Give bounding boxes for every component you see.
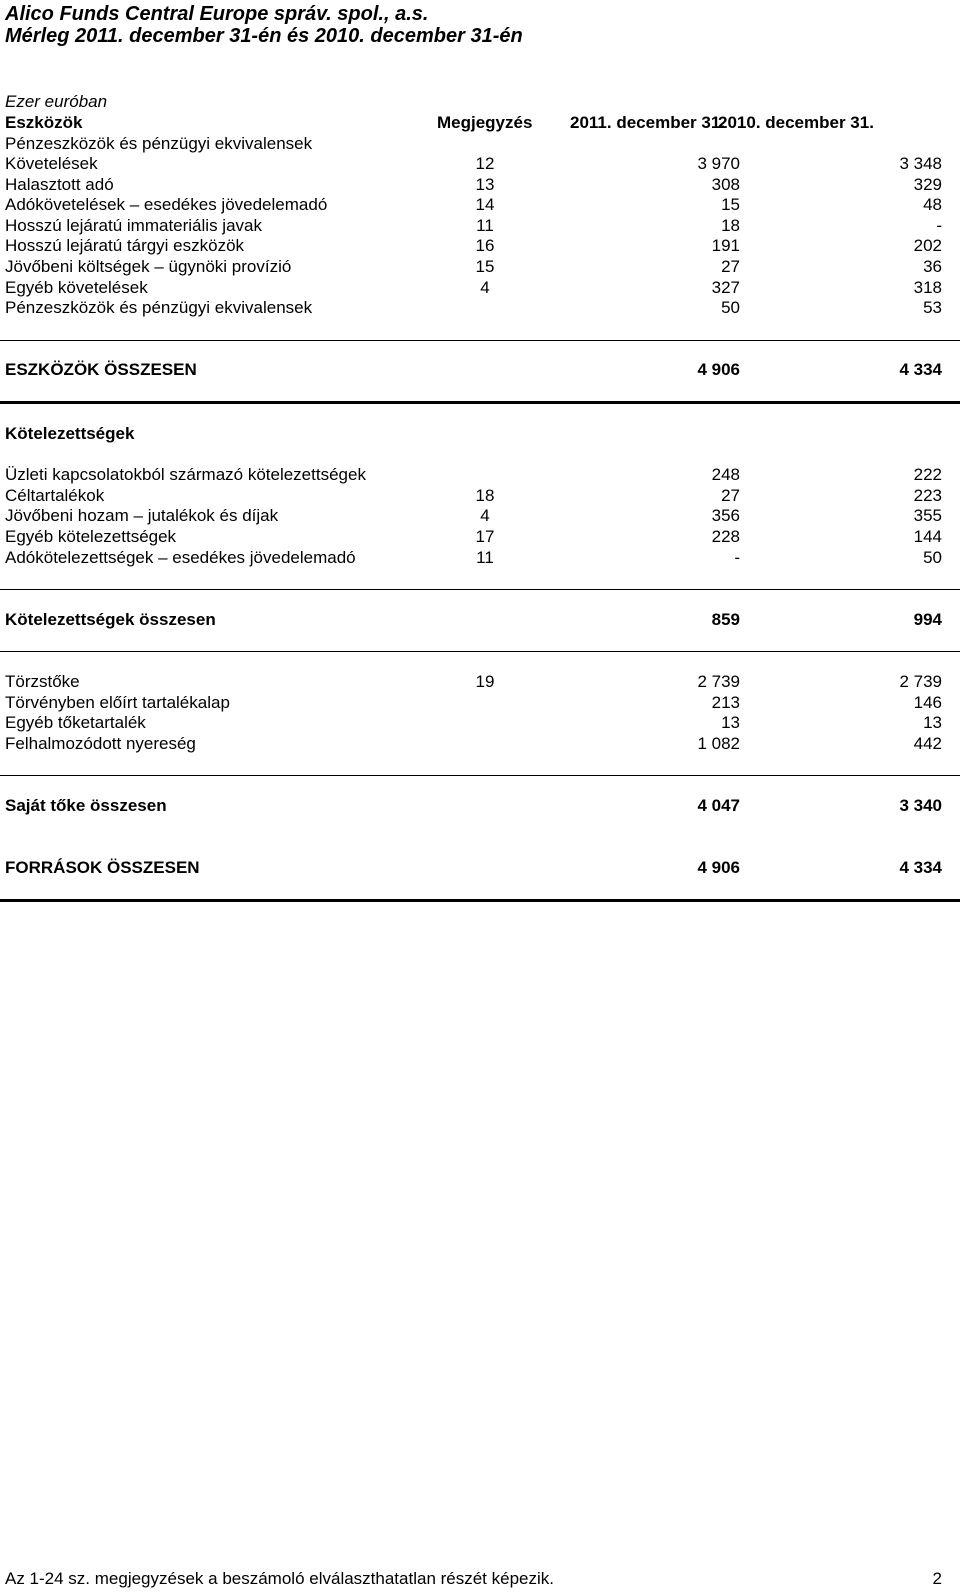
row-value-2011: 27 xyxy=(721,486,740,505)
row-label: Adókötelezettségek – esedékes jövedelemadó xyxy=(5,548,356,567)
row-value-2011: 213 xyxy=(711,693,740,712)
row-label: Felhalmozódott nyereség xyxy=(5,734,196,753)
row-value-2011: 191 xyxy=(711,236,740,255)
statement-title: Mérleg 2011. december 31-én és 2010. december 31-én xyxy=(5,25,523,47)
row-value-2011: 308 xyxy=(711,175,740,194)
row-value-2010: 146 xyxy=(913,693,942,712)
table-row xyxy=(0,278,960,298)
row-value-2011: 248 xyxy=(711,465,740,484)
row-value-2011: 3 970 xyxy=(697,154,740,173)
row-value-2011: 356 xyxy=(711,506,740,525)
row-label: Hosszú lejáratú tárgyi eszközök xyxy=(5,236,245,255)
row-value-2011: 50 xyxy=(721,298,740,317)
table-row xyxy=(0,693,960,713)
table-row xyxy=(0,195,960,215)
row-value-2010: 144 xyxy=(913,527,942,546)
liabilities-total-row xyxy=(0,610,960,630)
unit-label: Ezer euróban xyxy=(5,92,108,111)
row-label: Egyéb tőketartalék xyxy=(5,713,146,732)
page-number: 2 xyxy=(932,1569,942,1588)
row-value-2011: 27 xyxy=(721,257,740,276)
table-row xyxy=(0,216,960,236)
column-header-note: Megjegyzés xyxy=(437,113,533,132)
row-note: 15 xyxy=(475,257,495,276)
row-value-2010: 202 xyxy=(913,236,942,255)
row-value-2010: 4 334 xyxy=(899,858,942,877)
row-label: Törvényben előírt tartalékalap xyxy=(5,693,230,712)
table-row xyxy=(0,548,960,568)
table-row xyxy=(0,465,960,485)
table-row xyxy=(0,486,960,506)
row-value-2010: 442 xyxy=(913,734,942,753)
row-label: Egyéb kötelezettségek xyxy=(5,527,177,546)
row-label: Jövőbeni költségek – ügynöki provízió xyxy=(5,257,292,276)
section-divider-thick xyxy=(0,401,960,404)
row-value-2010: 223 xyxy=(913,486,942,505)
row-value-2011: 13 xyxy=(721,713,740,732)
column-header-label: Eszközök xyxy=(5,113,83,132)
equity-total-row xyxy=(0,796,960,816)
row-label: FORRÁSOK ÖSSZESEN xyxy=(5,858,200,877)
row-value-2010: - xyxy=(936,216,942,235)
assets-total-row xyxy=(0,360,960,380)
row-label: Halasztott adó xyxy=(5,175,114,194)
row-value-2010: 355 xyxy=(913,506,942,525)
row-value-2011: 2 739 xyxy=(697,672,740,691)
row-note: 11 xyxy=(476,548,494,567)
section-divider xyxy=(0,651,960,652)
row-label: Saját tőke összesen xyxy=(5,796,167,815)
row-value-2010: 3 340 xyxy=(899,796,942,815)
column-header-year-2011: 2011. december 31. xyxy=(570,113,726,132)
section-divider xyxy=(0,775,960,776)
row-note: 11 xyxy=(476,216,494,235)
row-label: Pénzeszközök és pénzügyi ekvivalensek xyxy=(5,134,313,153)
column-header-row xyxy=(0,113,960,133)
row-label: Hosszú lejáratú immateriális javak xyxy=(5,216,262,235)
row-note: 14 xyxy=(475,195,495,214)
footer-note: Az 1-24 sz. megjegyzések a beszámoló elválaszthatatlan részét képezik. xyxy=(5,1569,554,1588)
row-value-2011: - xyxy=(734,548,740,567)
row-note: 4 xyxy=(480,278,490,297)
row-note: 4 xyxy=(480,506,490,525)
row-value-2010: 50 xyxy=(923,548,942,567)
table-row xyxy=(0,134,960,154)
row-value-2011: 1 082 xyxy=(697,734,740,753)
row-value-2010: 2 739 xyxy=(899,672,942,691)
row-value-2010: 222 xyxy=(913,465,942,484)
section-heading: Kötelezettségek xyxy=(5,424,135,443)
row-note: 16 xyxy=(475,236,495,255)
row-label: Adókövetelések – esedékes jövedelemadó xyxy=(5,195,328,214)
table-row xyxy=(0,527,960,547)
row-value-2011: 859 xyxy=(711,610,740,629)
row-value-2010: 53 xyxy=(923,298,942,317)
row-value-2010: 318 xyxy=(913,278,942,297)
section-divider xyxy=(0,340,960,341)
table-row xyxy=(0,175,960,195)
sources-total-row xyxy=(0,858,960,878)
table-row xyxy=(0,713,960,733)
row-label: Egyéb követelések xyxy=(5,278,148,297)
row-value-2010: 329 xyxy=(913,175,942,194)
row-value-2010: 3 348 xyxy=(899,154,942,173)
liabilities-heading xyxy=(0,424,960,444)
row-label: Céltartalékok xyxy=(5,486,105,505)
table-row xyxy=(0,506,960,526)
row-label: Üzleti kapcsolatokból származó kötelezettségek xyxy=(5,465,366,484)
table-row xyxy=(0,236,960,256)
row-note: 17 xyxy=(475,527,495,546)
row-value-2011: 18 xyxy=(721,216,740,235)
row-note: 18 xyxy=(475,486,495,505)
row-value-2010: 994 xyxy=(913,610,942,629)
row-value-2011: 4 047 xyxy=(697,796,740,815)
table-row xyxy=(0,672,960,692)
row-label: Jövőbeni hozam – jutalékok és díjak xyxy=(5,506,279,525)
row-note: 13 xyxy=(475,175,495,194)
table-row xyxy=(0,734,960,754)
section-divider xyxy=(0,589,960,590)
table-row xyxy=(0,154,960,174)
company-name: Alico Funds Central Europe správ. spol., a.s. xyxy=(5,3,429,25)
row-value-2010: 36 xyxy=(923,257,942,276)
row-label: Pénzeszközök és pénzügyi ekvivalensek xyxy=(5,298,313,317)
table-row xyxy=(0,298,960,318)
row-value-2011: 4 906 xyxy=(697,858,740,877)
row-value-2011: 228 xyxy=(711,527,740,546)
row-note: 19 xyxy=(475,672,495,691)
row-value-2010: 13 xyxy=(923,713,942,732)
row-value-2011: 4 906 xyxy=(697,360,740,379)
row-value-2011: 15 xyxy=(721,195,740,214)
column-header-year-2010: 2010. december 31. xyxy=(718,113,874,132)
row-value-2011: 327 xyxy=(711,278,740,297)
row-value-2010: 48 xyxy=(923,195,942,214)
row-label: Kötelezettségek összesen xyxy=(5,610,216,629)
row-label: ESZKÖZÖK ÖSSZESEN xyxy=(5,360,197,379)
table-row xyxy=(0,257,960,277)
section-divider-thick xyxy=(0,899,960,902)
row-label: Követelések xyxy=(5,154,98,173)
row-note: 12 xyxy=(475,154,495,173)
row-value-2010: 4 334 xyxy=(899,360,942,379)
row-label: Törzstőke xyxy=(5,672,80,691)
